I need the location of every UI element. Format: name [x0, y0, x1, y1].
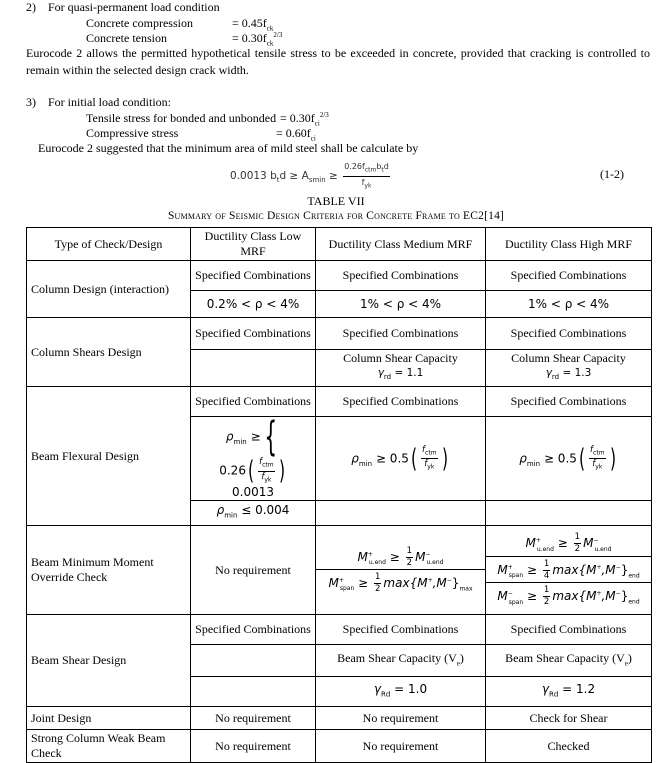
cell: 1% < ρ < 4%: [316, 291, 486, 318]
cell: Specified Combinations: [486, 387, 652, 417]
gamma-val: = 1.3: [559, 367, 592, 379]
eq-fraction: [343, 161, 390, 191]
brace-line-1: [219, 457, 287, 485]
cell: No requirement: [191, 526, 316, 615]
cell: Checked: [486, 730, 652, 763]
item-2-label: 2): [26, 0, 36, 14]
row-label-column-design: Column Design (interaction): [27, 261, 191, 318]
val: ≤ 0.004: [237, 503, 290, 518]
cell: Specified Combinations: [316, 318, 486, 350]
rho-sub: min: [224, 511, 238, 520]
gamma-rd-med: [320, 366, 481, 385]
cell: No requirement: [191, 707, 316, 730]
cell: [486, 645, 652, 677]
header-row: [27, 228, 652, 261]
gamma-val: = 1.0: [390, 681, 428, 696]
row-label-joint: Joint Design: [27, 707, 191, 730]
row-label-beam-shear: Beam Shear Design: [27, 615, 191, 707]
cell: [486, 677, 652, 707]
gamma-val: = 1.1: [391, 367, 424, 379]
gamma: γ: [541, 681, 549, 696]
moment-high-line-2: $M^+_{span}$ ≥ $\frac{1}{4}$ $\max\{M^+,M^-\}_{end}$: [486, 556, 651, 582]
gamma-val: = 1.2: [558, 681, 596, 696]
cell: Specified Combinations: [486, 261, 652, 291]
coef: 0.26: [219, 463, 246, 478]
rho: ρ: [225, 429, 234, 444]
eq-num-b: b: [376, 162, 382, 171]
cell: 0.2% < ρ < 4%: [191, 291, 316, 318]
cell-empty: [191, 677, 316, 707]
table-number: TABLE VII: [307, 194, 365, 208]
ct-sup: 2/3: [273, 31, 283, 39]
gamma: γ: [373, 681, 381, 696]
row-label-scwb: Strong Column Weak Beam Check: [27, 730, 191, 763]
concrete-tension-label: Concrete tension: [86, 31, 167, 45]
sub: ctm: [262, 461, 274, 469]
cell-empty: [316, 501, 486, 526]
cell-moment-med: [316, 526, 486, 615]
table-row: [27, 526, 652, 615]
paren-left: (: [410, 443, 418, 474]
cell: Specified Combinations: [191, 261, 316, 291]
rho-sub: min: [233, 437, 247, 446]
row-label-beam-min-moment: Beam Minimum Moment Override Check: [27, 526, 191, 615]
item-3-label: 3): [26, 95, 36, 109]
bsc-close: ): [627, 650, 632, 665]
brace-icon: {: [263, 414, 277, 461]
row-label-beam-flexural: Beam Flexural Design: [27, 387, 191, 526]
rho-sub: min: [526, 459, 541, 468]
moment-med-line-2: $M^+_{span}$ ≥ $\frac{1}{2}$ $\max\{M^+,M^-\}_{max}$: [316, 569, 485, 595]
bsc-sub: e: [624, 659, 628, 668]
eq-left-sub2: smin: [308, 176, 326, 185]
bsc: Beam Shear Capacity (V: [505, 650, 625, 665]
cell: Specified Combinations: [316, 615, 486, 645]
f: f: [590, 444, 594, 455]
cc-value: = 0.45f: [232, 16, 267, 30]
moment-high-line-1: $M^+_{u.end}$ ≥ $\frac{1}{2}$ $M^-_{u.end}$: [525, 532, 612, 555]
ge: ≥: [246, 429, 261, 444]
frac: [589, 445, 606, 473]
cell-rho-min-med: [316, 417, 486, 501]
cs-value: = 0.60f: [276, 126, 311, 140]
cell: [486, 350, 652, 387]
cs-sub: ci: [310, 134, 316, 143]
gamma: γ: [545, 367, 552, 379]
cell-rho-max-low: [191, 501, 316, 526]
ts-sup: 2/3: [319, 111, 329, 119]
paren-right: ): [441, 443, 448, 474]
bsc-close: ): [459, 650, 464, 665]
cell: Specified Combinations: [316, 387, 486, 417]
col-shear-cap-med: Column Shear Capacity: [343, 351, 458, 365]
ct-sub: ck: [266, 39, 274, 48]
frac-den: [421, 459, 438, 473]
gamma-sub: Rd: [549, 690, 559, 699]
eq-num-sub: ctm: [364, 166, 377, 174]
brace-line-2: 0.0013: [232, 485, 274, 500]
cell: Specified Combinations: [191, 615, 316, 645]
gamma-sub: rd: [551, 373, 560, 382]
paren-left: (: [578, 443, 586, 474]
frac: [258, 457, 275, 485]
rho: ρ: [216, 503, 225, 518]
cell: No requirement: [316, 730, 486, 763]
sub: yk: [427, 463, 435, 471]
moment-high-line-3: $M^-_{span}$ ≥ $\frac{1}{2}$ $\max\{M^+,M^-\}_{end}$: [486, 582, 651, 608]
cell-rho-min-high: [486, 417, 652, 501]
rho-sub: min: [358, 459, 373, 468]
cell-empty: [191, 645, 316, 677]
equation-number: (1-2): [600, 167, 624, 181]
eq-num-d: d: [383, 162, 389, 171]
paragraph-min-steel: Eurocode 2 suggested that the minimum area of mild steel shall be calculate by: [38, 141, 419, 155]
compressive-stress-label: Compressive stress: [86, 126, 179, 140]
moment-med-line-1: $M^+_{u.end}$ ≥ $\frac{1}{2}$ $M^-_{u.end}$: [357, 545, 444, 568]
cell: No requirement: [191, 730, 316, 763]
paren-left: (: [247, 456, 255, 487]
eq-den-sub: yk: [364, 182, 372, 190]
cell-moment-high: [486, 526, 652, 615]
cell: Check for Shear: [486, 707, 652, 730]
sub: yk: [264, 476, 272, 484]
gamma-sub: rd: [383, 373, 392, 382]
sub: ctm: [425, 449, 437, 457]
header-type: Type of Check/Design: [27, 228, 191, 261]
tensile-stress-label: Tensile stress for bonded and unbonded: [86, 111, 277, 125]
f: f: [424, 459, 428, 470]
cell: Specified Combinations: [316, 261, 486, 291]
table-row: [27, 261, 652, 291]
paren-right: ): [278, 456, 285, 487]
table-row: [27, 387, 652, 417]
sub: ctm: [593, 449, 605, 457]
equation-1-2: [230, 161, 392, 191]
cell: No requirement: [316, 707, 486, 730]
eq-frac-num: [343, 161, 390, 177]
bsc-sub: e: [456, 659, 460, 668]
header-low: Ductility Class Low MRF: [191, 228, 316, 261]
eq-left: 0.0013 b: [230, 170, 277, 183]
table-row: [27, 707, 652, 730]
eq-left-sub: t: [276, 176, 280, 185]
eq-frac-den: [343, 177, 390, 192]
paragraph-eurocode-tensile: Eurocode 2 allows the permitted hypothetical tensile stress to be exceeded in concrete, provided that cracking is controlled to remain within the selected design crack width.: [26, 46, 650, 77]
concrete-compression-label: Concrete compression: [86, 16, 193, 30]
frac-den: [589, 459, 606, 473]
frac-num: [421, 445, 438, 460]
seismic-criteria-table: [26, 227, 652, 763]
gamma-rd-high: [490, 366, 647, 385]
f: f: [259, 457, 263, 468]
cell: [316, 677, 486, 707]
cell: [316, 350, 486, 387]
cell: Specified Combinations: [191, 387, 316, 417]
brace-content: [219, 457, 287, 500]
ts-sub: ci: [314, 119, 320, 128]
sub: yk: [595, 463, 603, 471]
header-high: Ductility Class High MRF: [486, 228, 652, 261]
table-row: [27, 615, 652, 645]
header-medium: Ductility Class Medium MRF: [316, 228, 486, 261]
cc-sub: ck: [266, 24, 274, 33]
bsc: Beam Shear Capacity (V: [337, 650, 457, 665]
rho: ρ: [351, 451, 359, 466]
cell: Specified Combinations: [191, 318, 316, 350]
cell-empty: [191, 350, 316, 387]
cell-empty: [486, 501, 652, 526]
table-row: [27, 730, 652, 763]
eq-ge: ≥: [329, 170, 338, 183]
rho: ρ: [519, 451, 527, 466]
eq-den-f: f: [361, 177, 365, 187]
cell: Specified Combinations: [486, 318, 652, 350]
cell-rho-min-low: [191, 414, 316, 501]
item-2-text: For quasi-permanent load condition: [48, 0, 220, 14]
cell: 1% < ρ < 4%: [486, 291, 652, 318]
coef: ≥ 0.5: [543, 451, 577, 466]
row-label-column-shears: Column Shears Design: [27, 318, 191, 387]
f: f: [261, 471, 265, 482]
ts-value: = 0.30f: [280, 111, 315, 125]
frac-den: [258, 472, 275, 486]
ct-value: = 0.30f: [232, 31, 267, 45]
paren-right: ): [609, 443, 616, 474]
gamma-sub: Rd: [381, 690, 391, 699]
table-title: Summary of Seismic Design Criteria for Concrete Frame to EC2[14]: [167, 210, 505, 222]
coef: ≥ 0.5: [375, 451, 409, 466]
eq-num-sub2: t: [381, 166, 384, 174]
eq-left-mid: d ≥ A: [279, 170, 309, 183]
frac: [421, 445, 438, 473]
cell: Specified Combinations: [486, 615, 652, 645]
cell: [316, 645, 486, 677]
gamma: γ: [377, 367, 384, 379]
eq-num-a: 0.26f: [344, 162, 365, 171]
table-row: [27, 318, 652, 350]
col-shear-cap-high: Column Shear Capacity: [511, 351, 626, 365]
f: f: [422, 444, 426, 455]
frac-num: [589, 445, 606, 460]
f: f: [592, 459, 596, 470]
item-3-text: For initial load condition:: [48, 95, 171, 109]
